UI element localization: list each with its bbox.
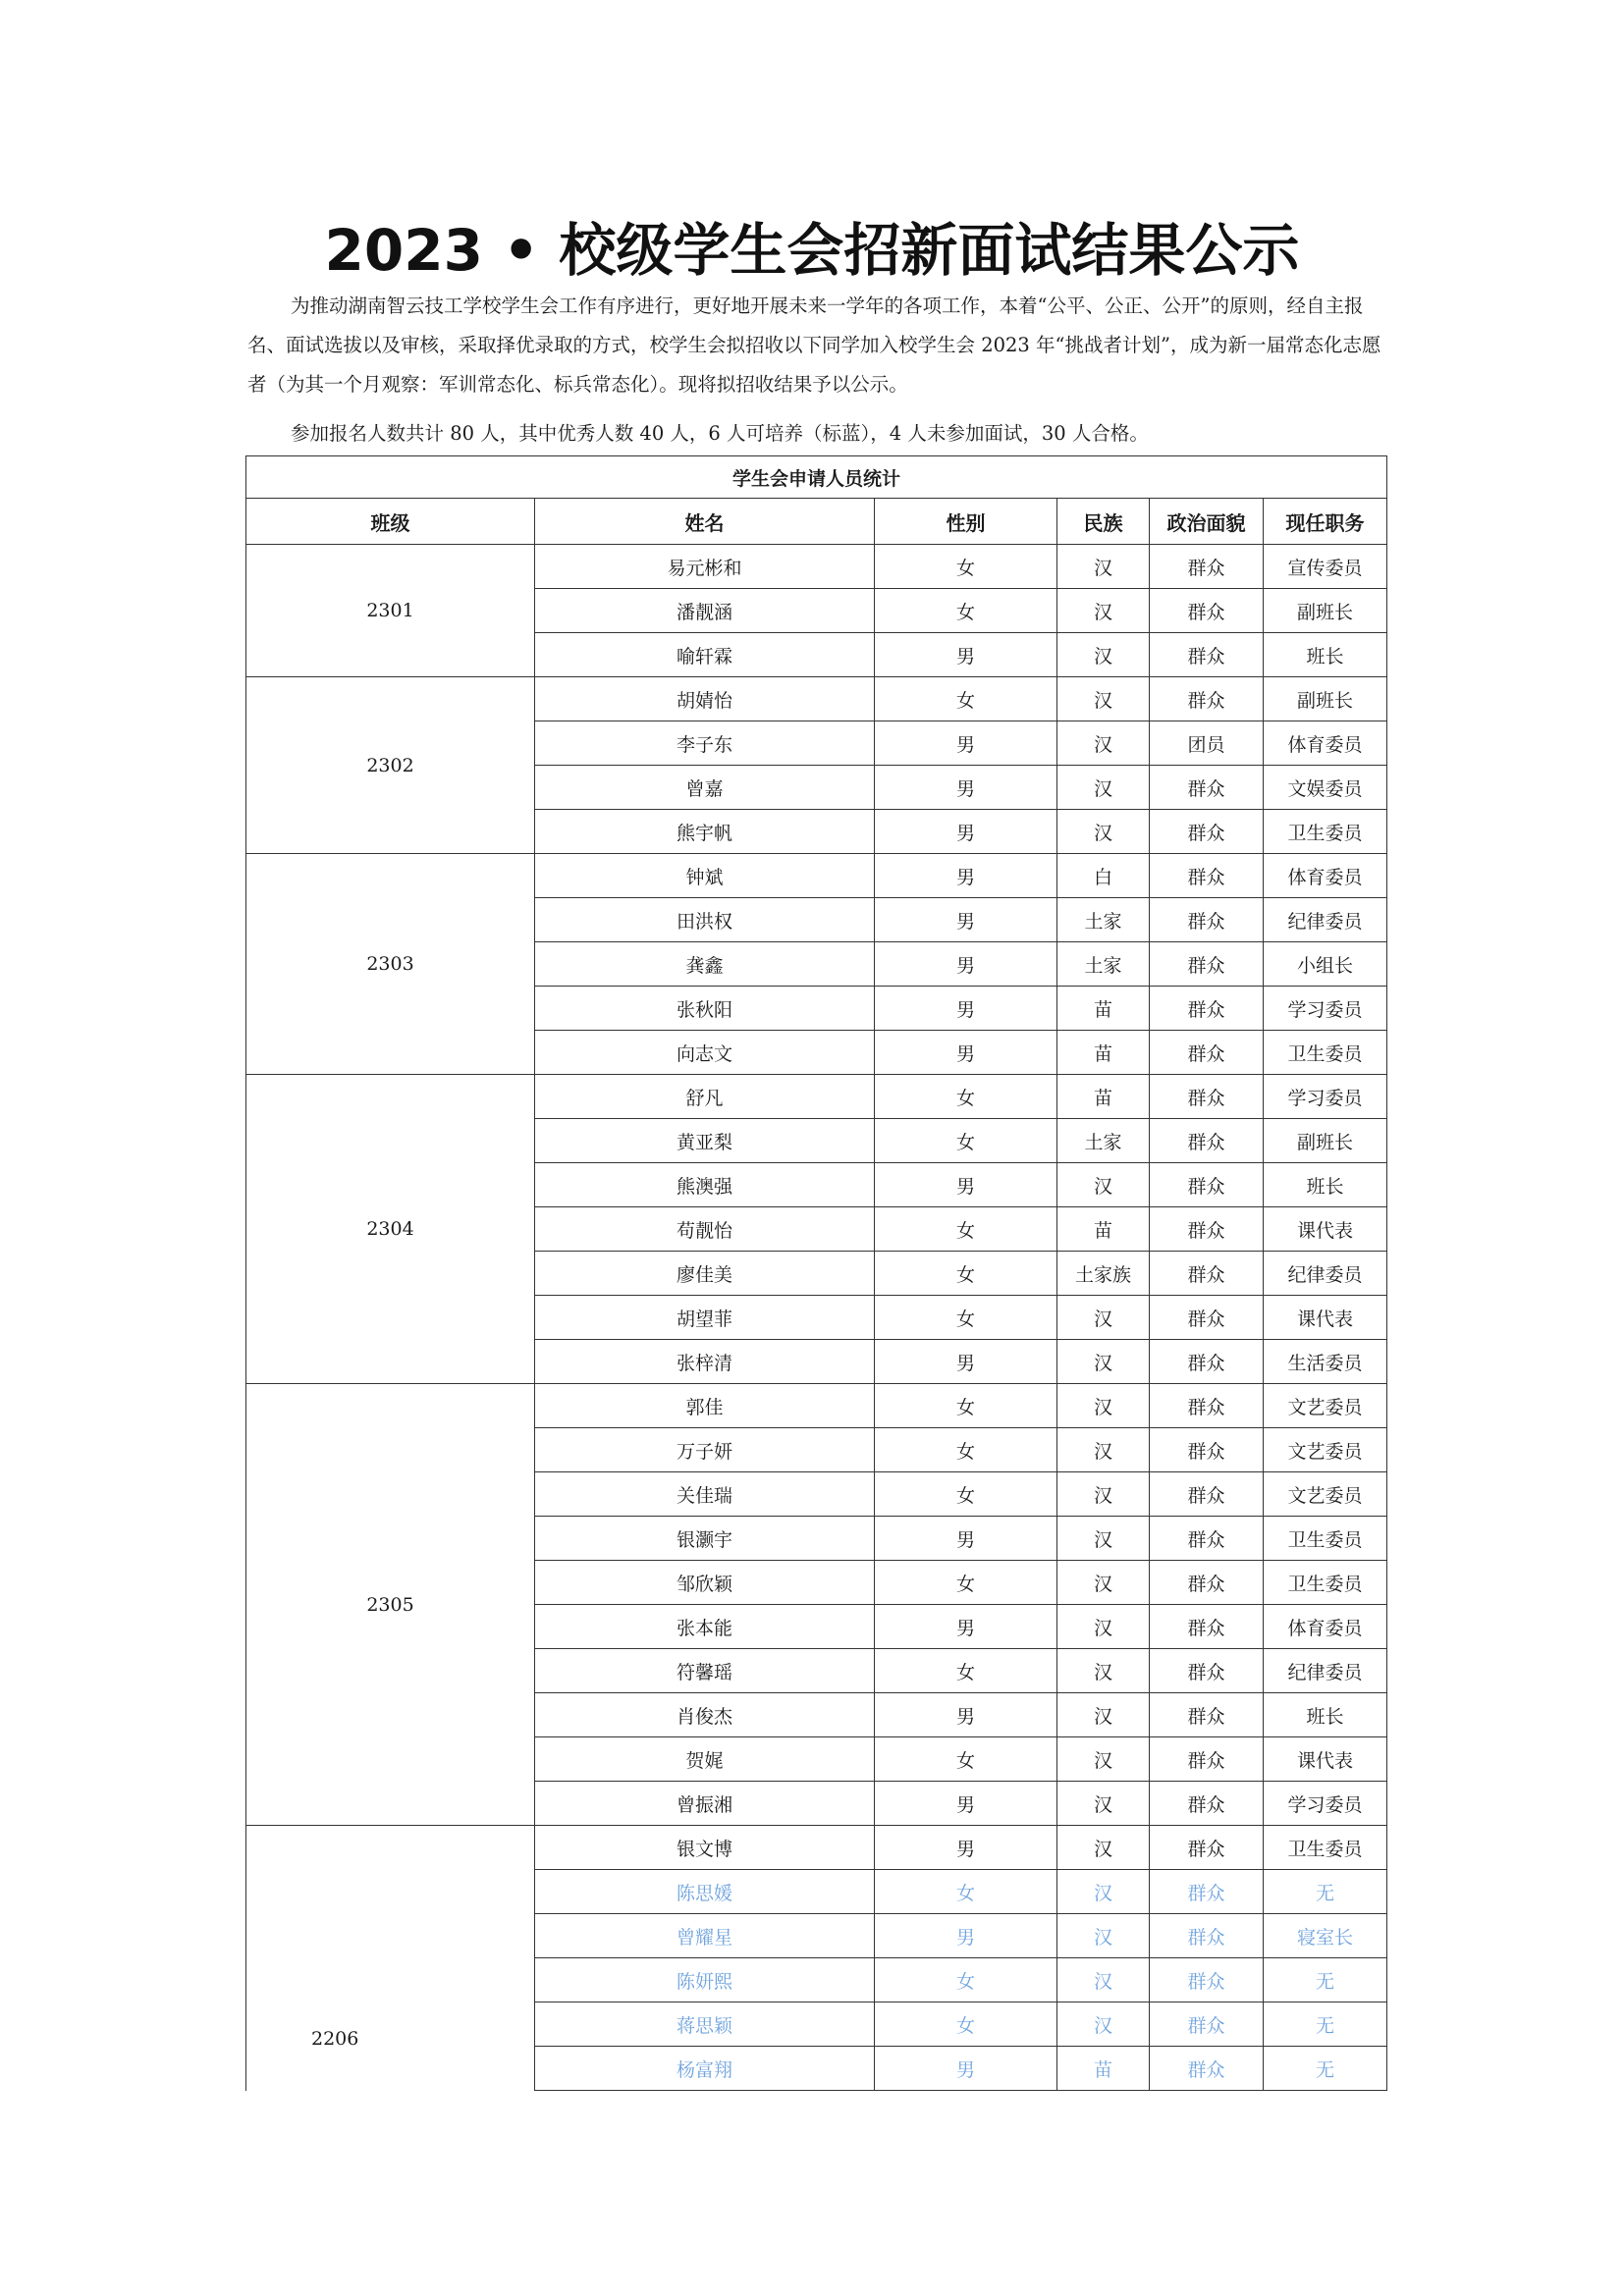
ethnicity-cell: 汉 bbox=[1057, 677, 1150, 721]
ethnicity-cell: 汉 bbox=[1057, 1782, 1150, 1826]
ethnicity-cell: 汉 bbox=[1057, 1737, 1150, 1782]
header-political-status: 政治面貌 bbox=[1150, 499, 1264, 545]
position-cell: 副班长 bbox=[1264, 589, 1387, 633]
position-cell: 课代表 bbox=[1264, 1737, 1387, 1782]
class-cell: 2301 bbox=[246, 545, 535, 677]
gender-cell: 女 bbox=[875, 1296, 1057, 1340]
political-status-cell: 群众 bbox=[1150, 942, 1264, 987]
political-status-cell: 群众 bbox=[1150, 766, 1264, 810]
position-cell: 纪律委员 bbox=[1264, 1649, 1387, 1693]
class-cell: 2302 bbox=[246, 677, 535, 854]
political-status-cell: 群众 bbox=[1150, 2002, 1264, 2047]
political-status-cell: 群众 bbox=[1150, 1693, 1264, 1737]
gender-cell: 男 bbox=[875, 1914, 1057, 1958]
ethnicity-cell: 汉 bbox=[1057, 2002, 1150, 2047]
name-cell: 符馨瑶 bbox=[535, 1649, 875, 1693]
table-row bbox=[246, 1826, 1387, 1870]
table-caption: 学生会申请人员统计 bbox=[246, 456, 1387, 499]
political-status-cell: 群众 bbox=[1150, 1870, 1264, 1914]
position-cell: 无 bbox=[1264, 1958, 1387, 2002]
name-cell: 龚鑫 bbox=[535, 942, 875, 987]
ethnicity-cell: 土家 bbox=[1057, 898, 1150, 942]
applicant-table bbox=[245, 455, 1387, 2091]
gender-cell: 男 bbox=[875, 898, 1057, 942]
name-cell: 熊宇帆 bbox=[535, 810, 875, 854]
political-status-cell: 群众 bbox=[1150, 2047, 1264, 2091]
gender-cell: 男 bbox=[875, 1031, 1057, 1075]
position-cell: 纪律委员 bbox=[1264, 898, 1387, 942]
ethnicity-cell: 汉 bbox=[1057, 1958, 1150, 2002]
gender-cell: 女 bbox=[875, 1207, 1057, 1252]
ethnicity-cell: 汉 bbox=[1057, 1605, 1150, 1649]
ethnicity-cell: 汉 bbox=[1057, 1826, 1150, 1870]
name-cell: 黄亚梨 bbox=[535, 1119, 875, 1163]
ethnicity-cell: 汉 bbox=[1057, 589, 1150, 633]
table-row bbox=[246, 1384, 1387, 1428]
ethnicity-cell: 汉 bbox=[1057, 1517, 1150, 1561]
name-cell: 银文博 bbox=[535, 1826, 875, 1870]
gender-cell: 男 bbox=[875, 1163, 1057, 1207]
name-cell: 蒋思颖 bbox=[535, 2002, 875, 2047]
ethnicity-cell: 汉 bbox=[1057, 545, 1150, 589]
ethnicity-cell: 汉 bbox=[1057, 1428, 1150, 1472]
name-cell: 关佳瑞 bbox=[535, 1472, 875, 1517]
position-cell: 卫生委员 bbox=[1264, 1561, 1387, 1605]
position-cell: 副班长 bbox=[1264, 677, 1387, 721]
ethnicity-cell: 汉 bbox=[1057, 810, 1150, 854]
ethnicity-cell: 汉 bbox=[1057, 1914, 1150, 1958]
ethnicity-cell: 苗 bbox=[1057, 1207, 1150, 1252]
position-cell: 班长 bbox=[1264, 1693, 1387, 1737]
table-body bbox=[246, 545, 1387, 2091]
intro-paragraph: 为推动湖南智云技工学校学生会工作有序进行，更好地开展未来一学年的各项工作，本着“公平、公正、公开”的原则，经自主报名、面试选拔以及审核，采取择优录取的方式，校学生会拟招收以下同学加入校学生会 2023 年“挑战者计划”，成为新一届常态化志愿者（为其一个月观察：军训常态化、标兵常态化）。现将拟招收结果予以公示。 bbox=[247, 294, 1381, 396]
ethnicity-cell: 苗 bbox=[1057, 1075, 1150, 1119]
ethnicity-cell: 汉 bbox=[1057, 1649, 1150, 1693]
name-cell: 曾振湘 bbox=[535, 1782, 875, 1826]
political-status-cell: 群众 bbox=[1150, 1428, 1264, 1472]
position-cell: 小组长 bbox=[1264, 942, 1387, 987]
gender-cell: 女 bbox=[875, 2002, 1057, 2047]
header-class: 班级 bbox=[246, 499, 535, 545]
name-cell: 陈妍熙 bbox=[535, 1958, 875, 2002]
table-row bbox=[246, 1075, 1387, 1119]
political-status-cell: 群众 bbox=[1150, 1340, 1264, 1384]
political-status-cell: 群众 bbox=[1150, 1737, 1264, 1782]
position-cell: 无 bbox=[1264, 2002, 1387, 2047]
name-cell: 苟靓怡 bbox=[535, 1207, 875, 1252]
position-cell: 体育委员 bbox=[1264, 1605, 1387, 1649]
gender-cell: 女 bbox=[875, 1384, 1057, 1428]
gender-cell: 女 bbox=[875, 1649, 1057, 1693]
name-cell: 杨富翔 bbox=[535, 2047, 875, 2091]
name-cell: 田洪权 bbox=[535, 898, 875, 942]
political-status-cell: 群众 bbox=[1150, 987, 1264, 1031]
name-cell: 胡望菲 bbox=[535, 1296, 875, 1340]
political-status-cell: 群众 bbox=[1150, 1296, 1264, 1340]
ethnicity-cell: 土家 bbox=[1057, 1119, 1150, 1163]
page-title: 2023 • 校级学生会招新面试结果公示 bbox=[324, 217, 1300, 284]
gender-cell: 女 bbox=[875, 1119, 1057, 1163]
gender-cell: 男 bbox=[875, 2047, 1057, 2091]
political-status-cell: 群众 bbox=[1150, 1958, 1264, 2002]
position-cell: 文娱委员 bbox=[1264, 766, 1387, 810]
position-cell: 宣传委员 bbox=[1264, 545, 1387, 589]
ethnicity-cell: 白 bbox=[1057, 854, 1150, 898]
position-cell: 文艺委员 bbox=[1264, 1384, 1387, 1428]
political-status-cell: 群众 bbox=[1150, 1119, 1264, 1163]
gender-cell: 男 bbox=[875, 1782, 1057, 1826]
position-cell: 学习委员 bbox=[1264, 1782, 1387, 1826]
position-cell: 文艺委员 bbox=[1264, 1428, 1387, 1472]
political-status-cell: 群众 bbox=[1150, 1782, 1264, 1826]
position-cell: 纪律委员 bbox=[1264, 1252, 1387, 1296]
name-cell: 贺娓 bbox=[535, 1737, 875, 1782]
ethnicity-cell: 汉 bbox=[1057, 766, 1150, 810]
position-cell: 卫生委员 bbox=[1264, 810, 1387, 854]
name-cell: 银灏宇 bbox=[535, 1517, 875, 1561]
name-cell: 李子东 bbox=[535, 721, 875, 766]
position-cell: 体育委员 bbox=[1264, 721, 1387, 766]
class-cell: 2304 bbox=[246, 1075, 535, 1384]
political-status-cell: 群众 bbox=[1150, 677, 1264, 721]
gender-cell: 男 bbox=[875, 987, 1057, 1031]
gender-cell: 女 bbox=[875, 1252, 1057, 1296]
name-cell: 陈思媛 bbox=[535, 1870, 875, 1914]
ethnicity-cell: 汉 bbox=[1057, 1384, 1150, 1428]
ethnicity-cell: 土家族 bbox=[1057, 1252, 1150, 1296]
ethnicity-cell: 汉 bbox=[1057, 633, 1150, 677]
ethnicity-cell: 土家 bbox=[1057, 942, 1150, 987]
political-status-cell: 群众 bbox=[1150, 1075, 1264, 1119]
name-cell: 曾嘉 bbox=[535, 766, 875, 810]
position-cell: 课代表 bbox=[1264, 1207, 1387, 1252]
name-cell: 张本能 bbox=[535, 1605, 875, 1649]
gender-cell: 女 bbox=[875, 1958, 1057, 2002]
gender-cell: 男 bbox=[875, 766, 1057, 810]
position-cell: 文艺委员 bbox=[1264, 1472, 1387, 1517]
gender-cell: 男 bbox=[875, 810, 1057, 854]
name-cell: 胡婧怡 bbox=[535, 677, 875, 721]
ethnicity-cell: 汉 bbox=[1057, 1472, 1150, 1517]
name-cell: 张梓清 bbox=[535, 1340, 875, 1384]
ethnicity-cell: 苗 bbox=[1057, 987, 1150, 1031]
gender-cell: 男 bbox=[875, 1517, 1057, 1561]
position-cell: 课代表 bbox=[1264, 1296, 1387, 1340]
political-status-cell: 群众 bbox=[1150, 898, 1264, 942]
name-cell: 易元彬和 bbox=[535, 545, 875, 589]
political-status-cell: 群众 bbox=[1150, 1914, 1264, 1958]
ethnicity-cell: 汉 bbox=[1057, 1693, 1150, 1737]
name-cell: 舒凡 bbox=[535, 1075, 875, 1119]
political-status-cell: 群众 bbox=[1150, 1252, 1264, 1296]
name-cell: 钟斌 bbox=[535, 854, 875, 898]
political-status-cell: 群众 bbox=[1150, 1163, 1264, 1207]
gender-cell: 女 bbox=[875, 1472, 1057, 1517]
political-status-cell: 群众 bbox=[1150, 1605, 1264, 1649]
political-status-cell: 群众 bbox=[1150, 1517, 1264, 1561]
political-status-cell: 群众 bbox=[1150, 1649, 1264, 1693]
position-cell: 卫生委员 bbox=[1264, 1826, 1387, 1870]
position-cell: 班长 bbox=[1264, 1163, 1387, 1207]
political-status-cell: 群众 bbox=[1150, 810, 1264, 854]
name-cell: 肖俊杰 bbox=[535, 1693, 875, 1737]
name-cell: 潘靓涵 bbox=[535, 589, 875, 633]
table-row bbox=[246, 854, 1387, 898]
class-cell: 2206 bbox=[246, 1826, 535, 2091]
header-position: 现任职务 bbox=[1264, 499, 1387, 545]
name-cell: 廖佳美 bbox=[535, 1252, 875, 1296]
gender-cell: 女 bbox=[875, 545, 1057, 589]
table-row bbox=[246, 545, 1387, 589]
header-name: 姓名 bbox=[535, 499, 875, 545]
name-cell: 向志文 bbox=[535, 1031, 875, 1075]
political-status-cell: 团员 bbox=[1150, 721, 1264, 766]
political-status-cell: 群众 bbox=[1150, 589, 1264, 633]
gender-cell: 女 bbox=[875, 1075, 1057, 1119]
name-cell: 喻轩霖 bbox=[535, 633, 875, 677]
position-cell: 班长 bbox=[1264, 633, 1387, 677]
gender-cell: 男 bbox=[875, 1340, 1057, 1384]
gender-cell: 男 bbox=[875, 1826, 1057, 1870]
ethnicity-cell: 苗 bbox=[1057, 2047, 1150, 2091]
name-cell: 曾耀星 bbox=[535, 1914, 875, 1958]
gender-cell: 男 bbox=[875, 1605, 1057, 1649]
political-status-cell: 群众 bbox=[1150, 854, 1264, 898]
ethnicity-cell: 汉 bbox=[1057, 1561, 1150, 1605]
political-status-cell: 群众 bbox=[1150, 1472, 1264, 1517]
gender-cell: 女 bbox=[875, 1428, 1057, 1472]
ethnicity-cell: 苗 bbox=[1057, 1031, 1150, 1075]
gender-cell: 男 bbox=[875, 854, 1057, 898]
position-cell: 无 bbox=[1264, 2047, 1387, 2091]
stats-paragraph: 参加报名人数共计 80 人，其中优秀人数 40 人，6 人可培养（标蓝），4 人未参加面试，30 人合格。 bbox=[291, 422, 1149, 445]
gender-cell: 女 bbox=[875, 1737, 1057, 1782]
gender-cell: 男 bbox=[875, 1693, 1057, 1737]
name-cell: 张秋阳 bbox=[535, 987, 875, 1031]
class-cell: 2305 bbox=[246, 1384, 535, 1826]
name-cell: 万子妍 bbox=[535, 1428, 875, 1472]
position-cell: 卫生委员 bbox=[1264, 1031, 1387, 1075]
political-status-cell: 群众 bbox=[1150, 1826, 1264, 1870]
position-cell: 体育委员 bbox=[1264, 854, 1387, 898]
ethnicity-cell: 汉 bbox=[1057, 721, 1150, 766]
position-cell: 学习委员 bbox=[1264, 1075, 1387, 1119]
political-status-cell: 群众 bbox=[1150, 633, 1264, 677]
table-row bbox=[246, 677, 1387, 721]
ethnicity-cell: 汉 bbox=[1057, 1163, 1150, 1207]
political-status-cell: 群众 bbox=[1150, 1384, 1264, 1428]
position-cell: 无 bbox=[1264, 1870, 1387, 1914]
name-cell: 邹欣颖 bbox=[535, 1561, 875, 1605]
gender-cell: 女 bbox=[875, 677, 1057, 721]
name-cell: 郭佳 bbox=[535, 1384, 875, 1428]
gender-cell: 女 bbox=[875, 1561, 1057, 1605]
political-status-cell: 群众 bbox=[1150, 1561, 1264, 1605]
political-status-cell: 群众 bbox=[1150, 545, 1264, 589]
position-cell: 学习委员 bbox=[1264, 987, 1387, 1031]
gender-cell: 女 bbox=[875, 1870, 1057, 1914]
position-cell: 卫生委员 bbox=[1264, 1517, 1387, 1561]
ethnicity-cell: 汉 bbox=[1057, 1340, 1150, 1384]
gender-cell: 男 bbox=[875, 633, 1057, 677]
class-cell: 2303 bbox=[246, 854, 535, 1075]
header-gender: 性别 bbox=[875, 499, 1057, 545]
political-status-cell: 群众 bbox=[1150, 1207, 1264, 1252]
gender-cell: 女 bbox=[875, 589, 1057, 633]
ethnicity-cell: 汉 bbox=[1057, 1870, 1150, 1914]
political-status-cell: 群众 bbox=[1150, 1031, 1264, 1075]
header-ethnicity: 民族 bbox=[1057, 499, 1150, 545]
ethnicity-cell: 汉 bbox=[1057, 1296, 1150, 1340]
gender-cell: 男 bbox=[875, 942, 1057, 987]
position-cell: 生活委员 bbox=[1264, 1340, 1387, 1384]
gender-cell: 男 bbox=[875, 721, 1057, 766]
position-cell: 寝室长 bbox=[1264, 1914, 1387, 1958]
name-cell: 熊澳强 bbox=[535, 1163, 875, 1207]
position-cell: 副班长 bbox=[1264, 1119, 1387, 1163]
